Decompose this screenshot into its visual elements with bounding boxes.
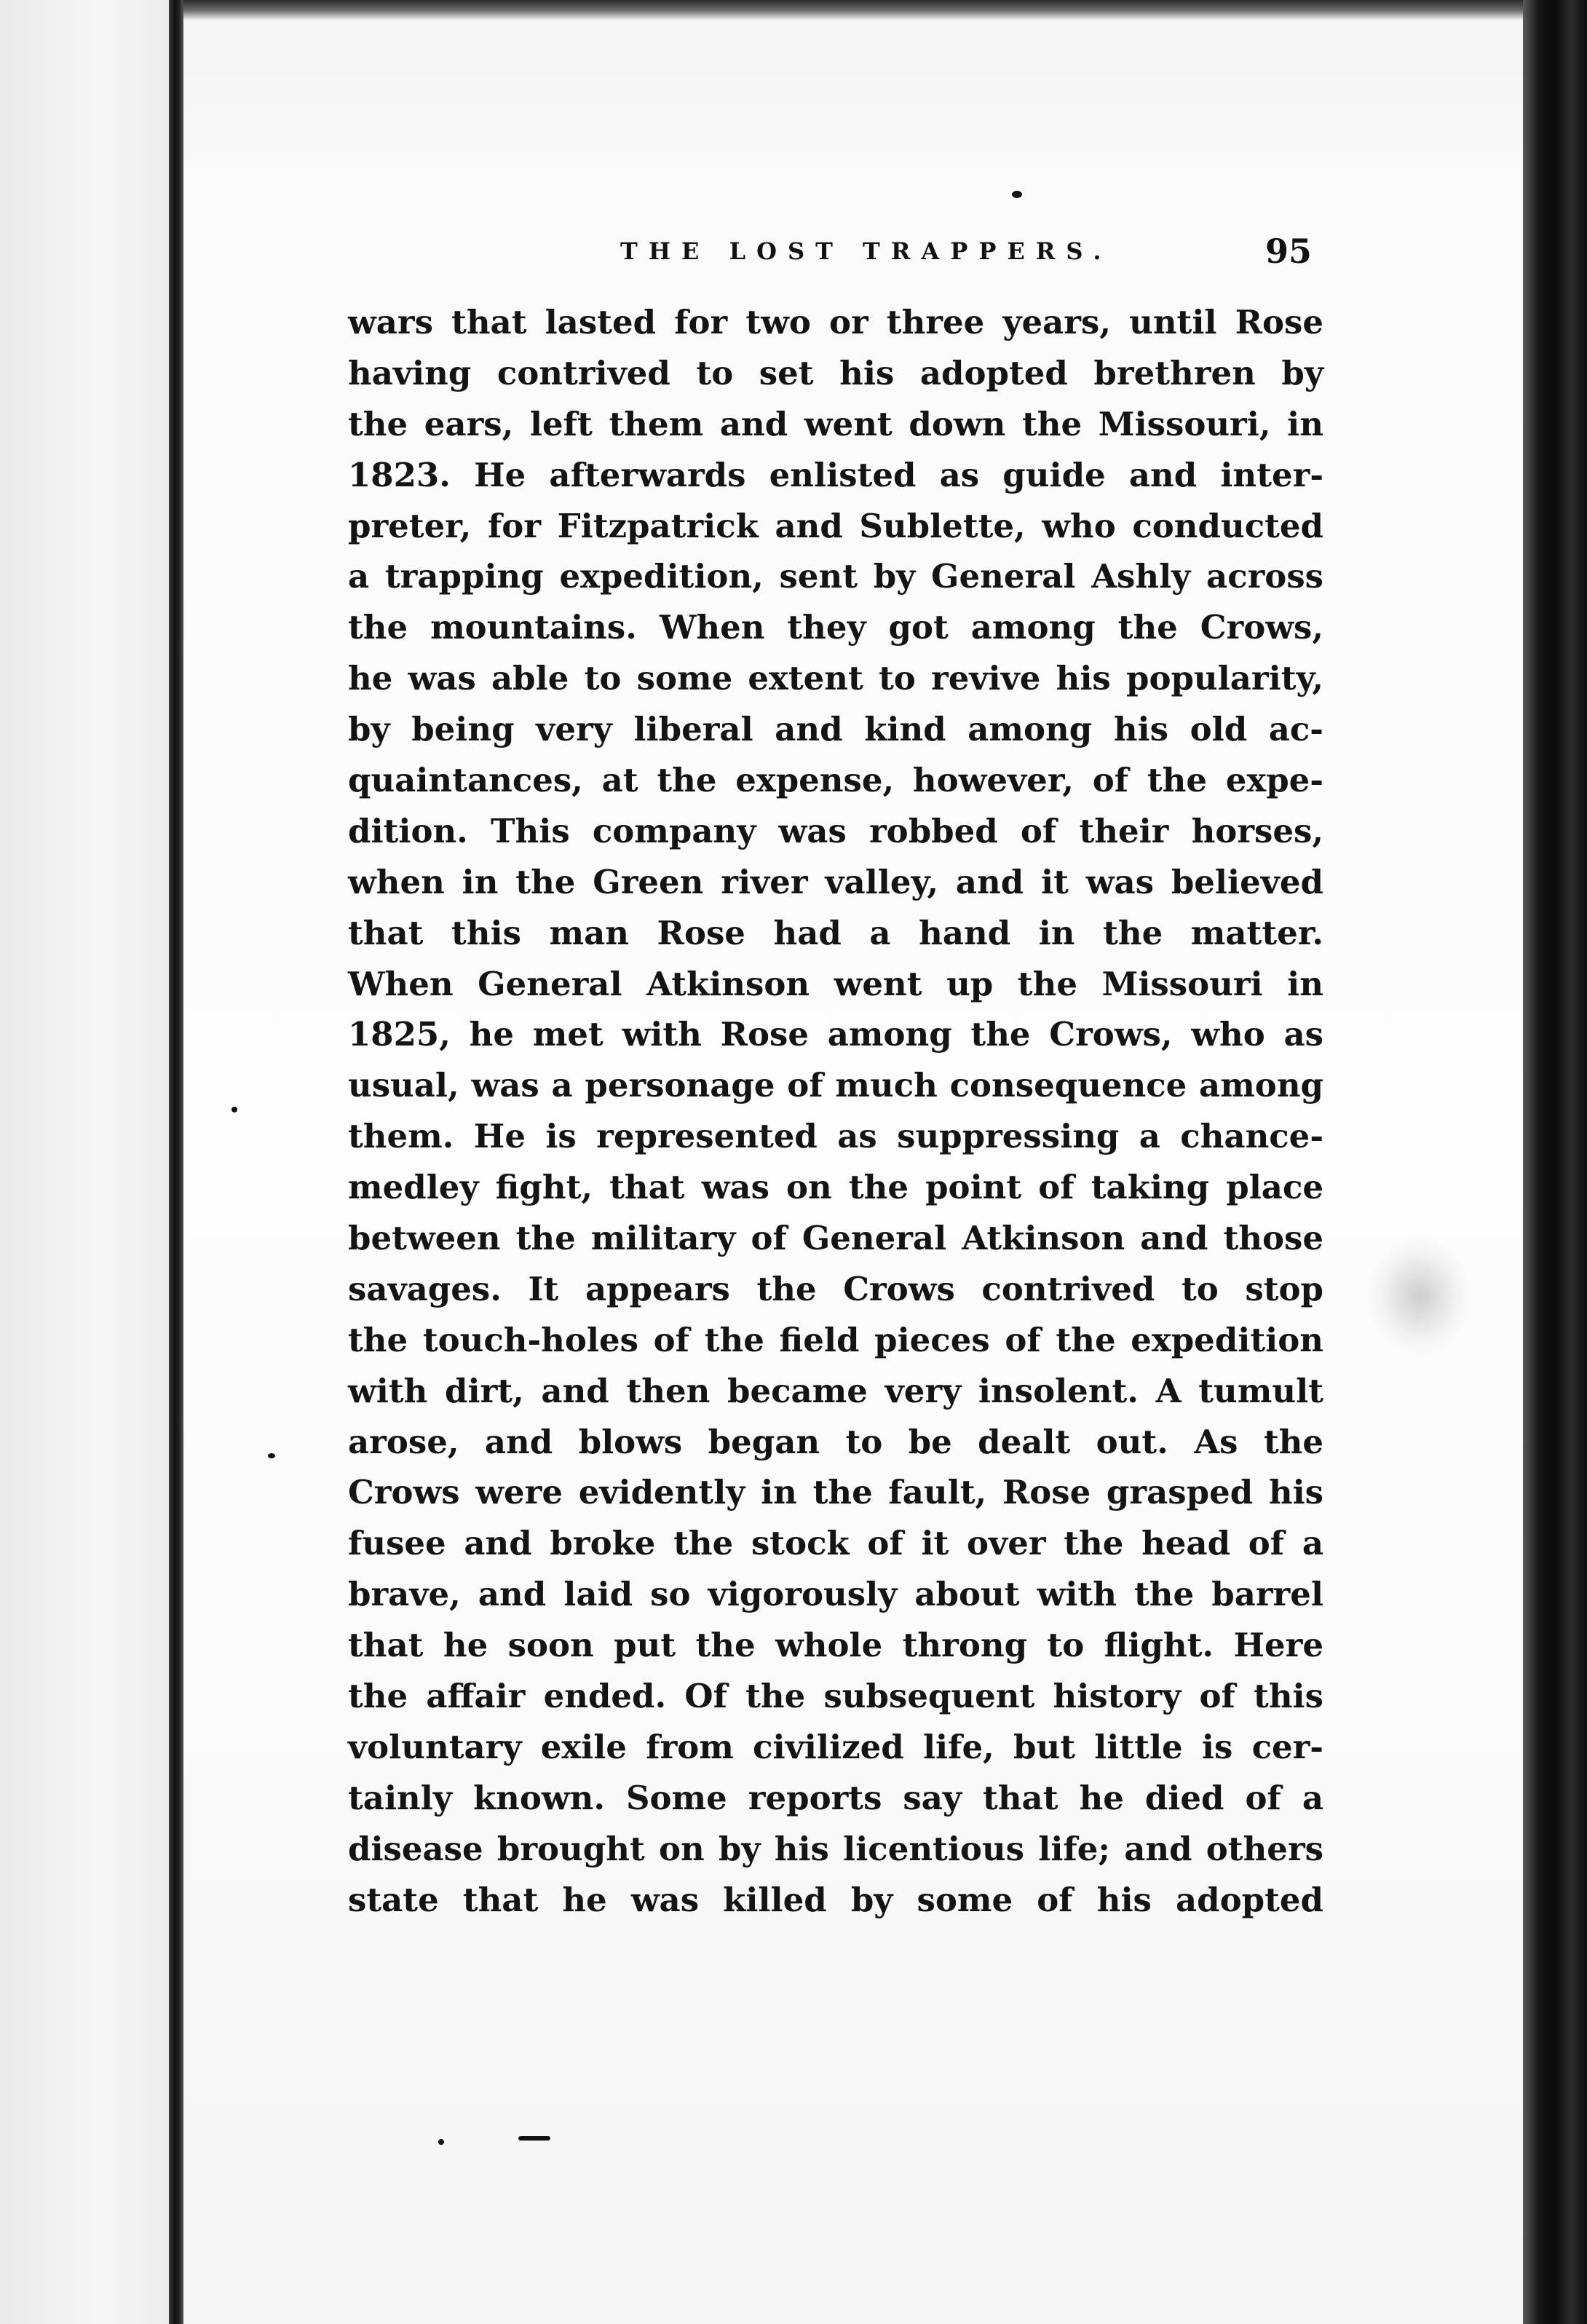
text-line: between the military of General Atkinson and those [348, 1219, 1323, 1258]
book-binding-edge [1523, 0, 1587, 2324]
text-line: them. He is represented as suppressing a chance- [348, 1117, 1323, 1156]
page-number: 95 [1265, 232, 1312, 271]
text-line: savages. It appears the Crows contrived to stop [348, 1269, 1323, 1308]
text-line: a trapping expedition, sent by General Ashly across [348, 557, 1323, 596]
text-line: brave, and laid so vigorously about with the barrel [348, 1575, 1323, 1614]
text-line: the affair ended. Of the subsequent history of this [348, 1677, 1323, 1716]
text-line: wars that lasted for two or three years, until Rose [348, 303, 1323, 341]
text-line: he was able to some extent to revive his popularity, [348, 659, 1323, 698]
page-gutter [169, 0, 183, 2324]
facing-page-edge [0, 0, 169, 2324]
ink-speck [518, 2136, 550, 2141]
running-title: THE LOST TRAPPERS. [620, 237, 1112, 265]
text-line: preter, for Fitzpatrick and Sublette, who conducted [348, 506, 1323, 545]
text-line: disease brought on by his licentious life; and others [348, 1829, 1323, 1868]
text-line: state that he was killed by some of his adopted [348, 1880, 1323, 1919]
text-line: 1825, he met with Rose among the Crows, who as [348, 1015, 1323, 1054]
text-line: having contrived to set his adopted brethren by [348, 353, 1323, 392]
text-line: arose, and blows began to be dealt out. As the [348, 1422, 1323, 1461]
text-line: the ears, left them and went down the Missouri, in [348, 404, 1323, 443]
running-head [620, 232, 1312, 275]
text-line: voluntary exile from civilized life, but little is cer- [348, 1727, 1323, 1766]
page-top-shadow [183, 0, 1523, 20]
ink-speck [231, 1107, 237, 1112]
text-line: when in the Green river valley, and it was believed [348, 862, 1323, 901]
text-line: tainly known. Some reports say that he died of a [348, 1778, 1323, 1817]
text-line: quaintances, at the expense, however, of the expe- [348, 761, 1323, 800]
text-line: Crows were evidently in the fault, Rose grasped his [348, 1473, 1323, 1512]
text-line: usual, was a personage of much consequence among [348, 1066, 1323, 1105]
text-line: fusee and broke the stock of it over the head of a [348, 1524, 1323, 1563]
body-text [348, 297, 1323, 1926]
ink-speck [268, 1453, 275, 1458]
paper-smudge [1369, 1238, 1471, 1354]
text-line: 1823. He afterwards enlisted as guide and inter- [348, 455, 1323, 494]
text-line: that he soon put the whole throng to flight. Here [348, 1626, 1323, 1665]
text-line: with dirt, and then became very insolent. A tumult [348, 1371, 1323, 1410]
text-line: the touch-holes of the field pieces of the expedition [348, 1320, 1323, 1359]
text-line: by being very liberal and kind among his old ac- [348, 710, 1323, 749]
text-line: When General Atkinson went up the Missouri in [348, 964, 1323, 1003]
text-line: the mountains. When they got among the Crows, [348, 608, 1323, 647]
text-line: that this man Rose had a hand in the matter. [348, 913, 1323, 952]
text-line: dition. This company was robbed of their horses, [348, 811, 1323, 850]
ink-speck [1012, 191, 1022, 198]
text-line: medley fight, that was on the point of taking place [348, 1168, 1323, 1207]
ink-speck [438, 2139, 444, 2145]
